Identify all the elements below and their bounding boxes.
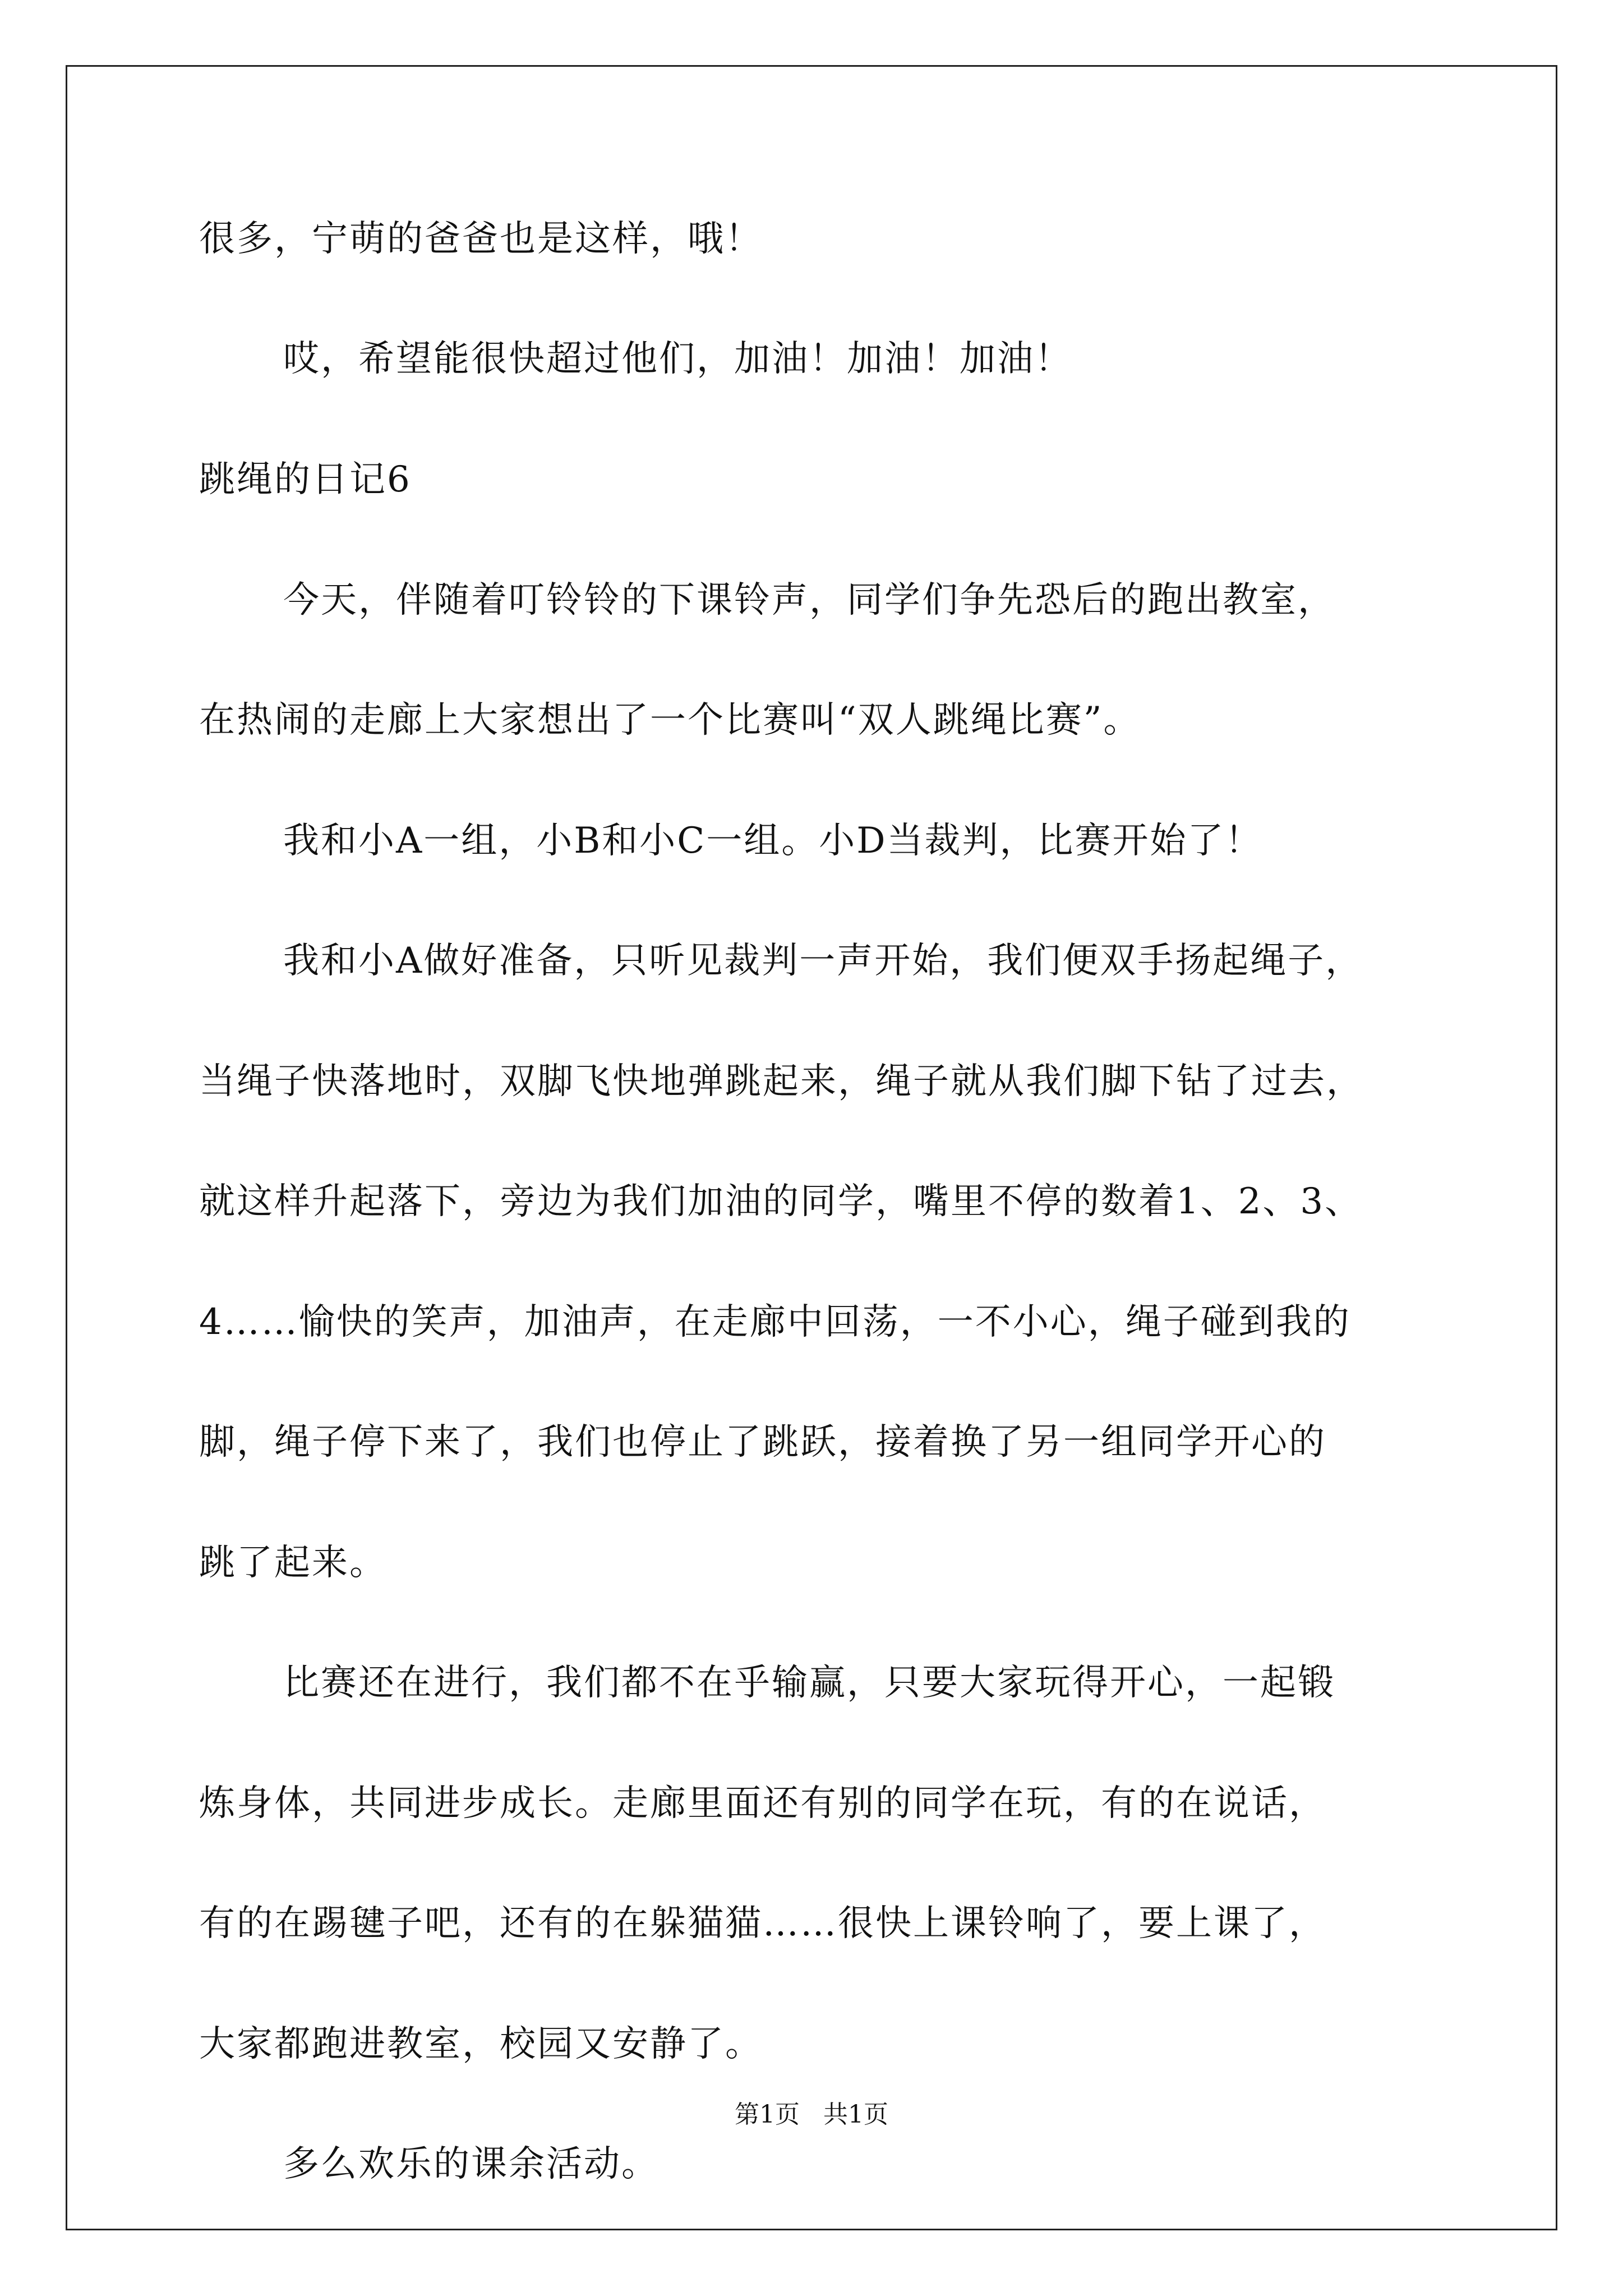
paragraph-line: 多么欢乐的课余活动。 [283, 2143, 659, 2185]
paragraph-line: 脚，绳子停下来了，我们也停止了跳跃，接着换了另一组同学开心的 [199, 1421, 1326, 1463]
paragraph-line: 今天，伴随着叮铃铃的下课铃声，同学们争先恐后的跑出教室， [283, 579, 1335, 621]
paragraph-line: 4……愉快的笑声，加油声，在走廊中回荡，一不小心，绳子碰到我的 [199, 1301, 1351, 1343]
paragraph-line: 哎，希望能很快超过他们，加油！加油！加油！ [283, 338, 1072, 380]
paragraph-line: 有的在踢毽子吧，还有的在躲猫猫……很快上课铃响了，要上课了， [199, 1903, 1326, 1944]
page-footer: 第1页 共1页 [735, 2100, 888, 2129]
paragraph-line: 在热闹的走廊上大家想出了一个比赛叫“双人跳绳比赛”。 [199, 700, 1141, 741]
paragraph-line: 大家都跑进教室，校园又安静了。 [199, 2023, 763, 2065]
paragraph-line: 我和小A一组，小B和小C一组。小D当裁判，比赛开始了！ [283, 820, 1263, 862]
paragraph-line: 比赛还在进行，我们都不在乎输赢，只要大家玩得开心，一起锻 [283, 1662, 1335, 1704]
paragraph-line: 就这样升起落下，旁边为我们加油的同学，嘴里不停的数着1、2、3、 [199, 1181, 1363, 1222]
paragraph-line: 很多，宁萌的爸爸也是这样，哦！ [199, 218, 763, 260]
paragraph-line: 跳了起来。 [199, 1542, 387, 1584]
paragraph-line: 我和小A做好准备，只听见裁判一声开始，我们便双手扬起绳子， [283, 940, 1363, 982]
paragraph-line: 炼身体，共同进步成长。走廊里面还有别的同学在玩，有的在说话， [199, 1783, 1326, 1824]
diary-heading: 跳绳的日记6 [199, 459, 412, 500]
paragraph-line: 当绳子快落地时，双脚飞快地弹跳起来，绳子就从我们脚下钻了过去， [199, 1061, 1364, 1102]
